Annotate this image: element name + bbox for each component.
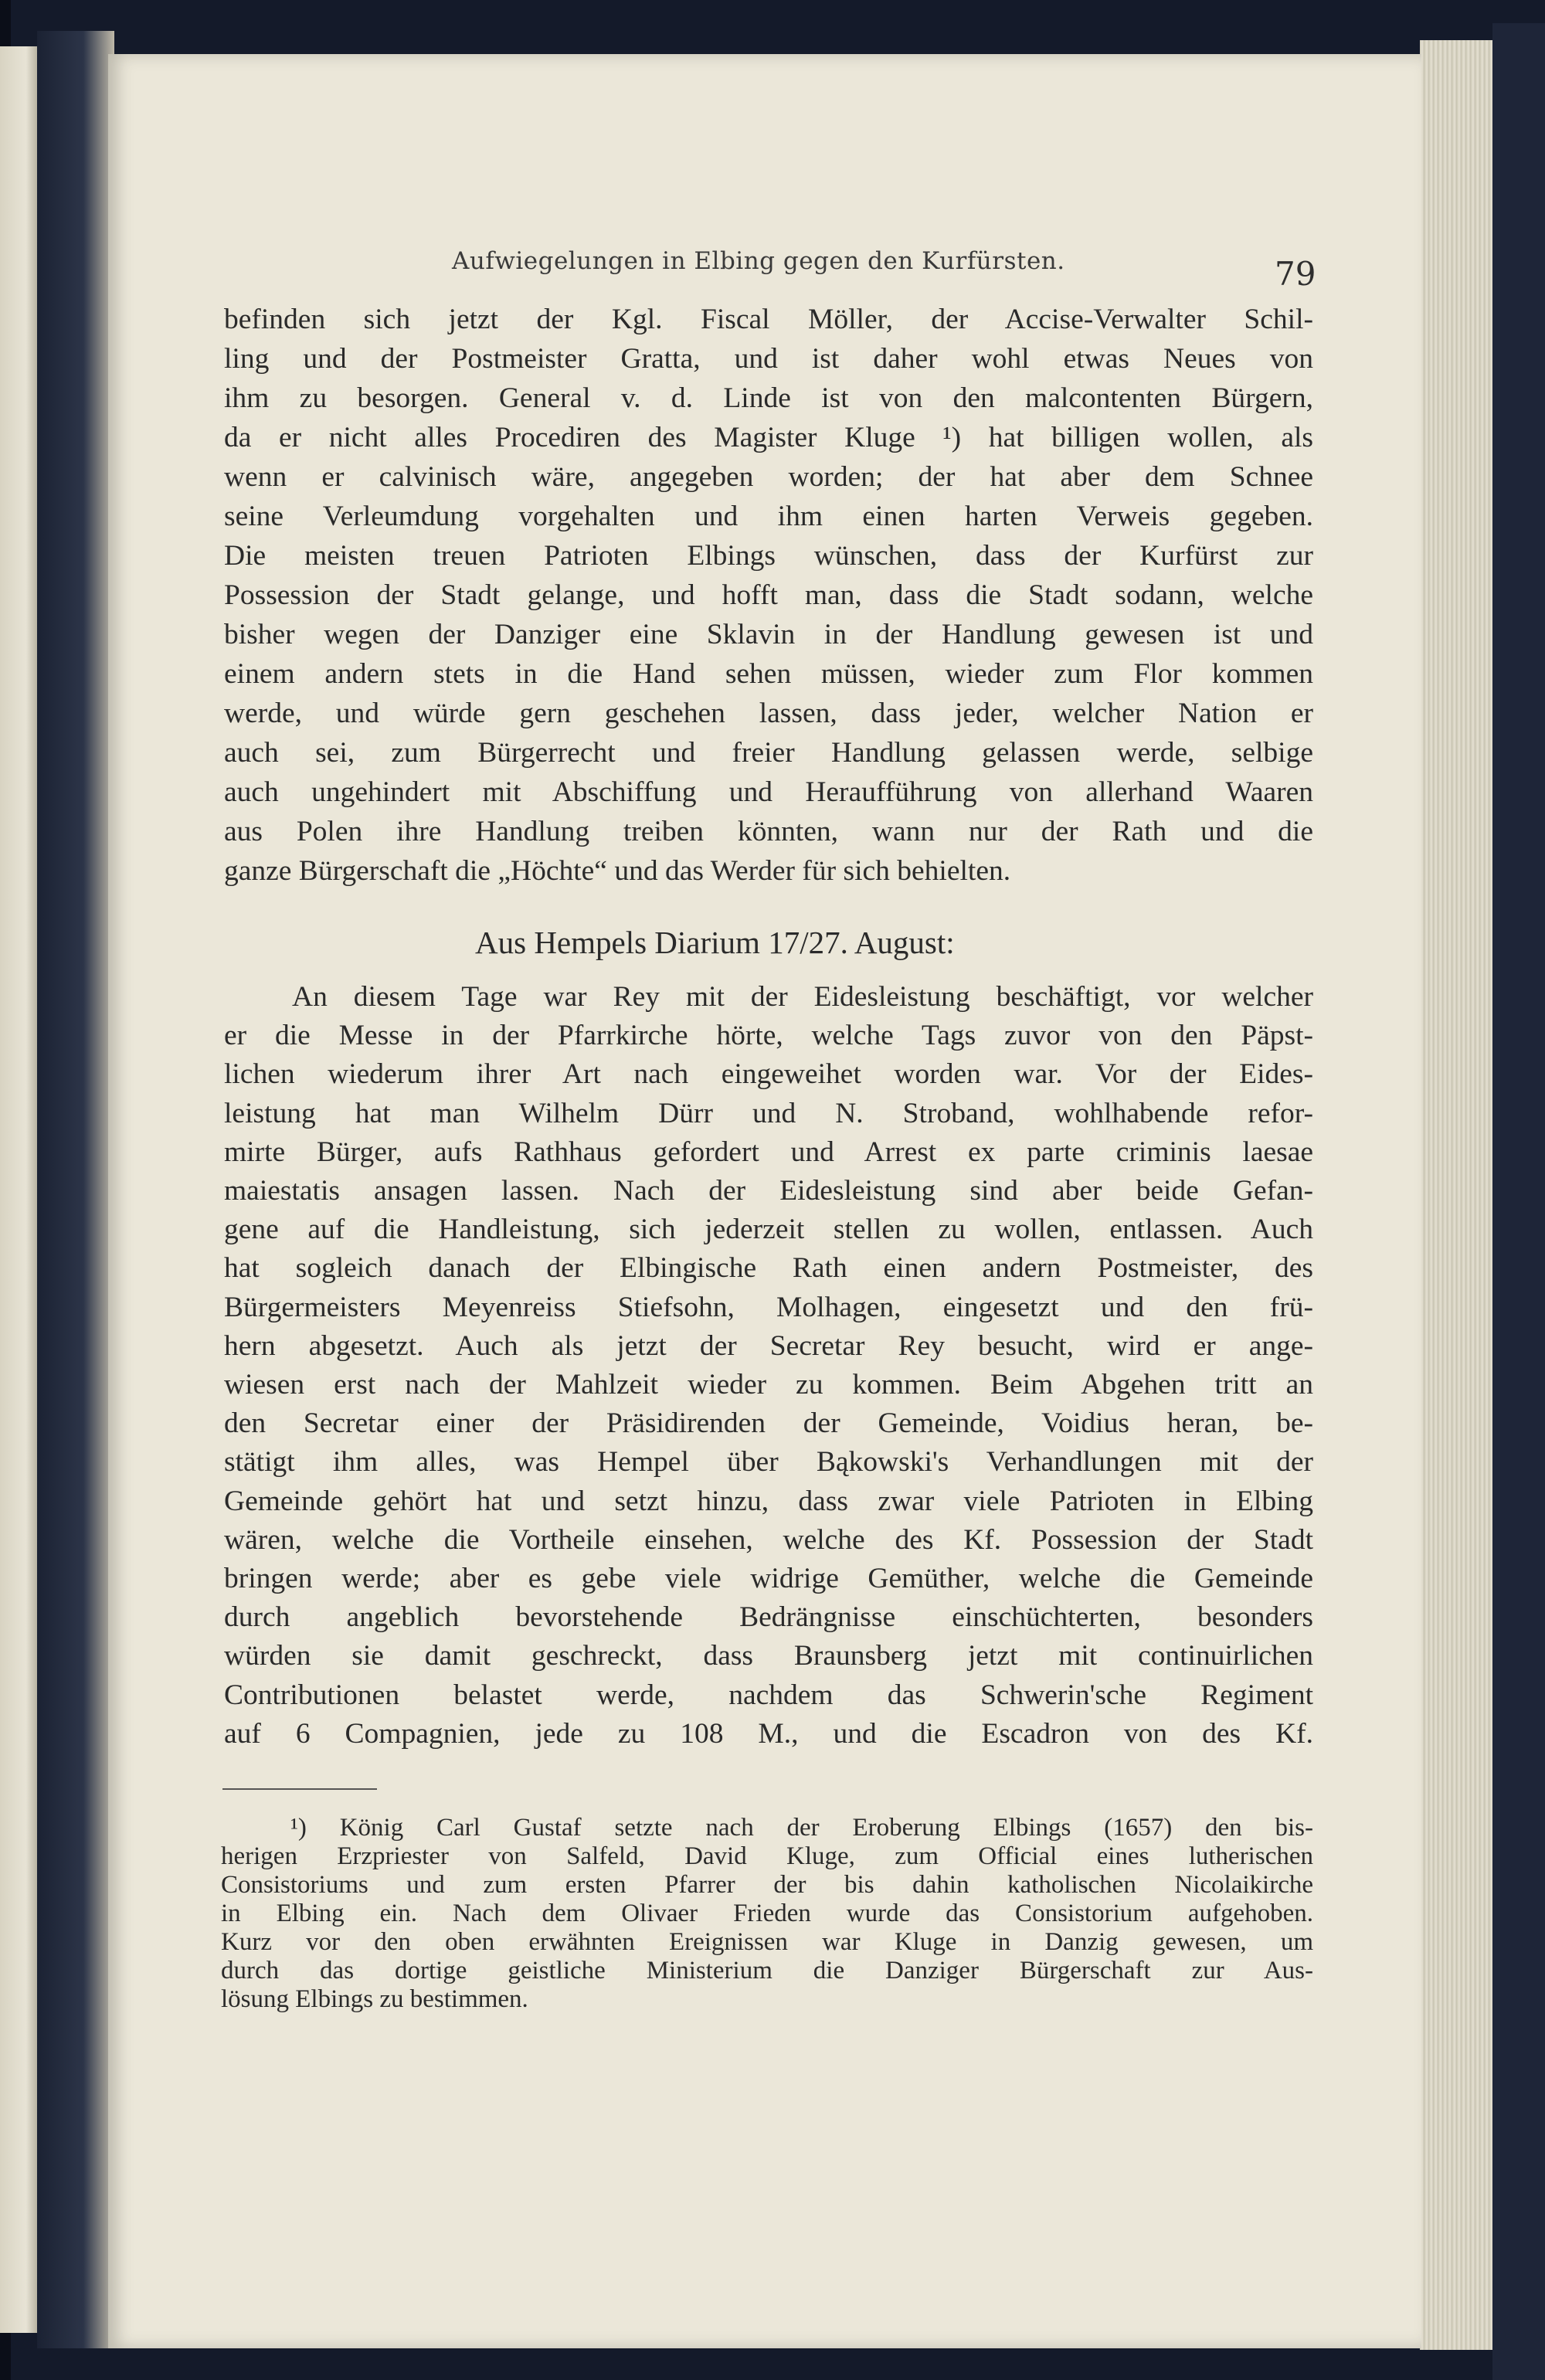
text-line: Die meisten treuen Patrioten Elbings wünschen, dass der Kurfürst zur (224, 540, 1313, 572)
text-line: da er nicht alles Procediren des Magister Kluge ¹) hat billigen wollen, als (224, 422, 1313, 453)
text-line: Gemeinde gehört hat und setzt hinzu, dass zwar viele Patrioten in Elbing (224, 1485, 1313, 1517)
text-line: ling und der Postmeister Gratta, und ist daher wohl etwas Neues von (224, 343, 1313, 375)
text-line: durch angeblich bevorstehende Bedrängnisse einschüchterten, besonders (224, 1601, 1313, 1634)
text-line: werde, und würde gern geschehen lassen, dass jeder, welcher Nation er (224, 698, 1313, 729)
page-stack-edge (1420, 40, 1494, 2350)
text-line: hat sogleich danach der Elbingische Rath einen andern Postmeister, des (224, 1252, 1313, 1285)
text-line: bringen werde; aber es gebe viele widrige Gemüther, welche die Gemeinde (224, 1563, 1313, 1595)
footnote-line: ¹) König Carl Gustaf setzte nach der Eroberung Elbings (1657) den bis- (290, 1814, 1313, 1842)
book-page (108, 54, 1421, 2348)
text-line: lichen wiederum ihrer Art nach eingeweihet worden war. Vor der Eides- (224, 1058, 1313, 1091)
gutter (37, 31, 114, 2348)
text-line: ganze Bürgerschaft die „Höchte“ und das Werder für sich behielten. (224, 855, 1011, 887)
section-heading: Aus Hempels Diarium 17/27. August: (475, 925, 955, 960)
text-line: einem andern stets in die Hand sehen müssen, wieder zum Flor kommen (224, 658, 1313, 690)
text-line: ihm zu besorgen. General v. d. Linde ist von den malcontenten Bürgern, (224, 382, 1313, 414)
book-cover (1492, 23, 1545, 2380)
text-line: bisher wegen der Danziger eine Sklavin in der Handlung gewesen ist und (224, 619, 1313, 650)
text-line: gene auf die Handleistung, sich jederzeit stellen zu wollen, entlassen. Auch (224, 1214, 1313, 1246)
text-line: hern abgesetzt. Auch als jetzt der Secretar Rey besucht, wird er ange- (224, 1329, 1313, 1362)
text-line: wenn er calvinisch wäre, angegeben worden; der hat aber dem Schnee (224, 461, 1313, 493)
text-line: stätigt ihm alles, was Hempel über Bąkowski's Verhandlungen mit der (224, 1446, 1313, 1479)
text-line: Contributionen belastet werde, nachdem das Schwerin'sche Regiment (224, 1679, 1313, 1711)
text-line: mirte Bürger, aufs Rathhaus gefordert und Arrest ex parte criminis laesae (224, 1136, 1313, 1168)
text-line: aus Polen ihre Handlung treiben könnten, wann nur der Rath und die (224, 816, 1313, 847)
footnote (221, 1814, 1313, 2014)
left-page-margin (0, 46, 37, 2333)
text-line: wären, welche die Vortheile einsehen, welche des Kf. Possession der Stadt (224, 1523, 1313, 1556)
text-line: Bürgermeisters Meyenreiss Stiefsohn, Molhagen, eingesetzt und den frü- (224, 1291, 1313, 1323)
text-line: auch sei, zum Bürgerrecht und freier Handlung gelassen werde, selbige (224, 737, 1313, 769)
paragraph-1 (224, 300, 1313, 891)
text-line: er die Messe in der Pfarrkirche hörte, welche Tags zuvor von den Päpst- (224, 1020, 1313, 1052)
text-line: den Secretar einer der Präsidirenden der Gemeinde, Voidius heran, be- (224, 1407, 1313, 1440)
paragraph-2 (224, 978, 1313, 1754)
text-line: würden sie damit geschreckt, dass Braunsberg jetzt mit continuirlichen (224, 1640, 1313, 1672)
text-line: seine Verleumdung vorgehalten und ihm einen harten Verweis gegeben. (224, 501, 1313, 532)
footnote-line: Kurz vor den oben erwähnten Ereignissen war Kluge in Danzig gewesen, um (221, 1928, 1313, 1956)
text-line: leistung hat man Wilhelm Dürr und N. Stroband, wohlhabende refor- (224, 1097, 1313, 1129)
page-number: 79 (1275, 255, 1316, 293)
text-line: befinden sich jetzt der Kgl. Fiscal Möller, der Accise-Verwalter Schil- (224, 304, 1313, 335)
text-line: auch ungehindert mit Abschiffung und Heraufführung von allerhand Waaren (224, 776, 1313, 808)
footnote-divider (222, 1788, 377, 1790)
text-line: wiesen erst nach der Mahlzeit wieder zu kommen. Beim Abgehen tritt an (224, 1369, 1313, 1401)
footnote-line: in Elbing ein. Nach dem Olivaer Frieden wurde das Consistorium aufgehoben. (221, 1900, 1313, 1927)
footnote-line: lösung Elbings zu bestimmen. (221, 1985, 528, 2013)
text-line: Possession der Stadt gelange, und hofft man, dass die Stadt sodann, welche (224, 579, 1313, 611)
text-line: An diesem Tage war Rey mit der Eidesleistung beschäftigt, vor welcher (292, 981, 1313, 1013)
running-head: Aufwiegelungen in Elbing gegen den Kurfürsten. (452, 247, 1065, 275)
text-line: maiestatis ansagen lassen. Nach der Eidesleistung sind aber beide Gefan- (224, 1175, 1313, 1207)
text-line: auf 6 Compagnien, jede zu 108 M., und die Escadron von des Kf. (224, 1717, 1313, 1750)
footnote-line: durch das dortige geistliche Ministerium die Danziger Bürgerschaft zur Aus- (221, 1957, 1313, 1984)
footnote-line: herigen Erzpriester von Salfeld, David Kluge, zum Official eines lutherischen (221, 1842, 1313, 1870)
footnote-line: Consistoriums und zum ersten Pfarrer der bis dahin katholischen Nicolaikirche (221, 1871, 1313, 1899)
